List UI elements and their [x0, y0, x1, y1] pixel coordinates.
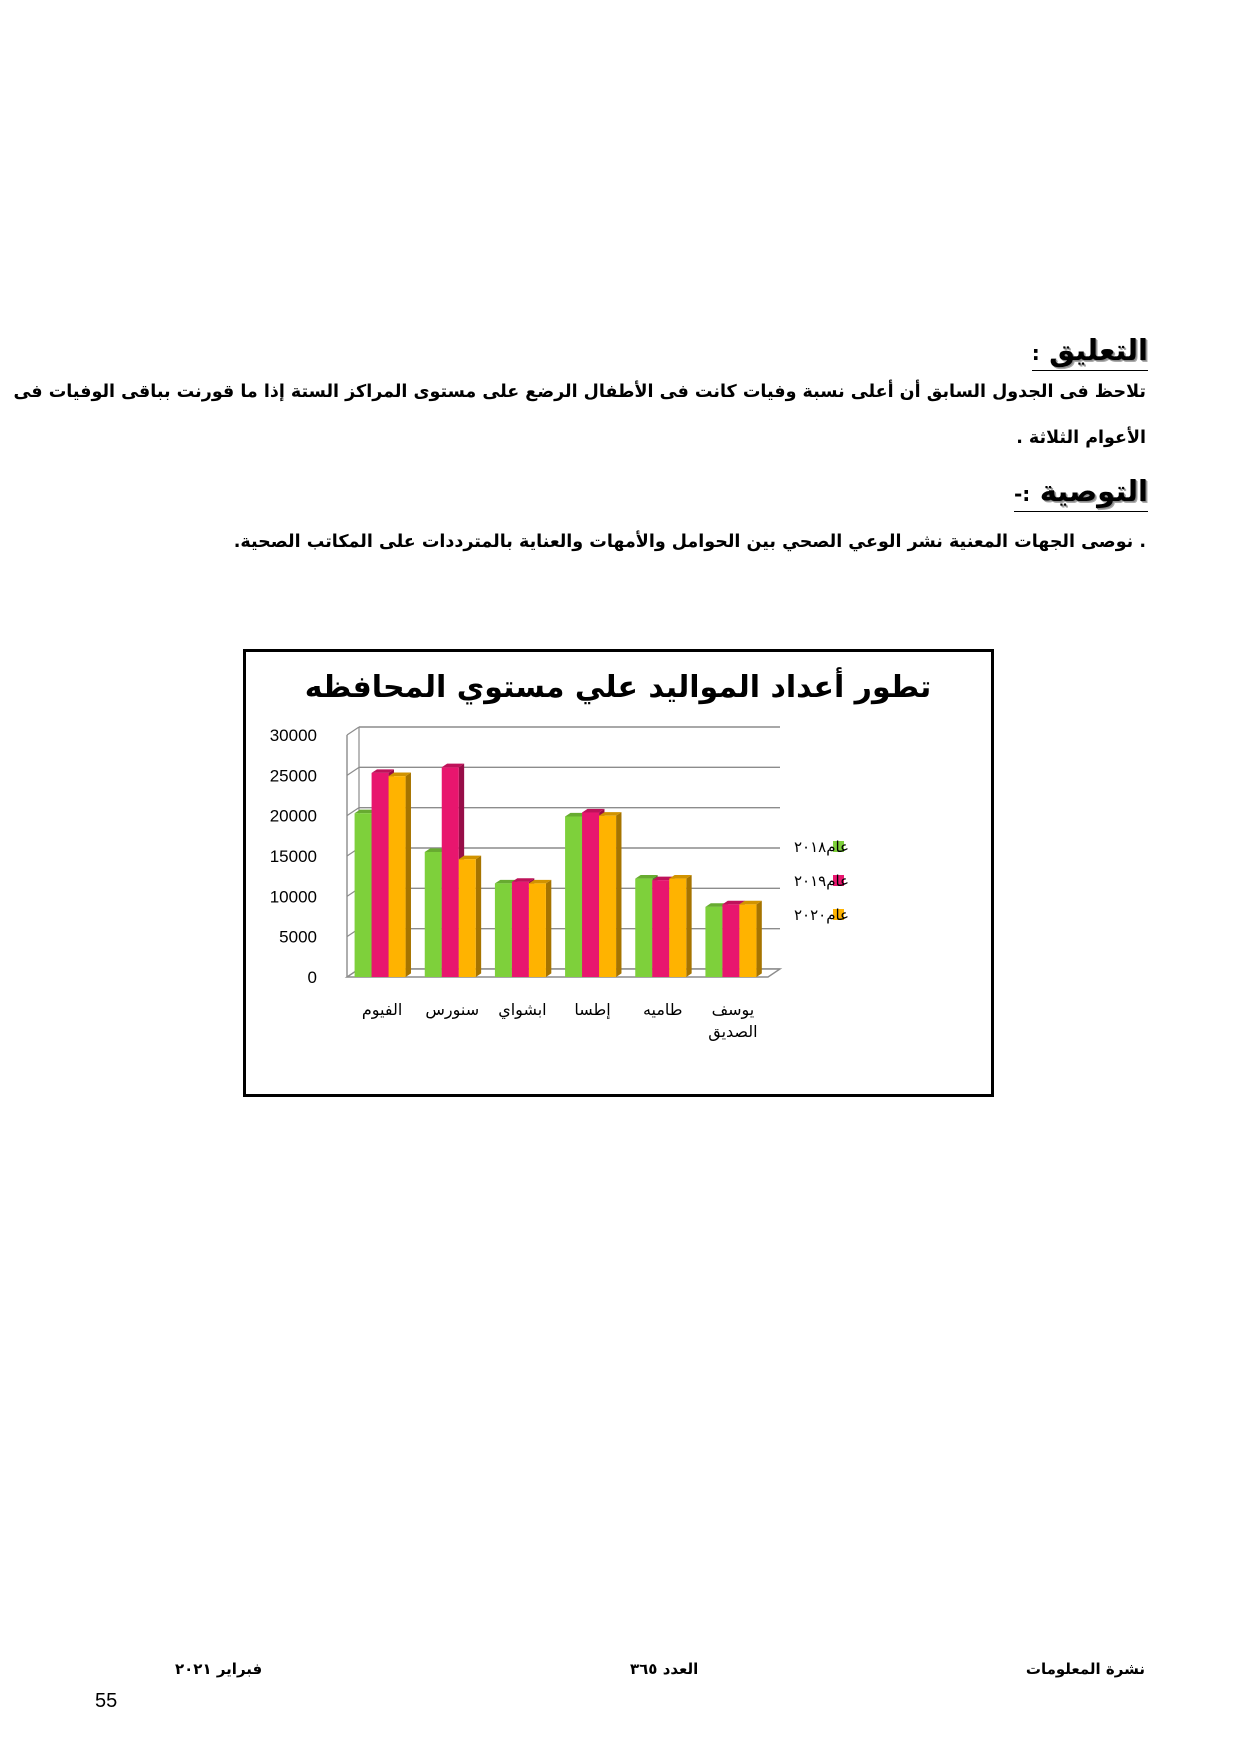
bar-side: [546, 880, 551, 977]
legend-label: عام٢٠١٩: [793, 872, 849, 890]
bar: [635, 879, 652, 977]
bar: [459, 859, 476, 977]
bar: [389, 776, 406, 977]
bar: [425, 852, 442, 977]
y-tick-label: 5000: [279, 927, 317, 947]
y-tick-label: 15000: [269, 847, 317, 866]
bar: [722, 904, 739, 977]
chart-title: تطور أعداد المواليد علي مستوي المحافظه: [304, 670, 932, 705]
births-bar-chart: [246, 652, 991, 1094]
x-category-label: طاميه: [642, 1000, 683, 1019]
comment-heading-punct: :: [1031, 341, 1040, 365]
bar-side: [476, 856, 481, 977]
y-tick-label: 25000: [269, 766, 317, 786]
legend-label: عام٢٠٢٠: [793, 906, 849, 924]
bar: [582, 812, 599, 977]
x-category-label: يوسف: [711, 1000, 755, 1019]
bar: [739, 904, 756, 977]
legend-label: عام٢٠١٨: [793, 838, 849, 856]
bar: [442, 767, 459, 977]
gridline-side: [347, 767, 359, 775]
recommendation-heading: [1014, 474, 1148, 512]
bar: [565, 816, 582, 977]
comment-line-2: الأعوام الثلاثة .: [1016, 428, 1146, 448]
bar: [372, 773, 389, 977]
comment-heading-text: التعليق: [1049, 333, 1148, 367]
x-category-label: الفيوم: [361, 1000, 403, 1019]
bar: [669, 879, 686, 977]
bar: [652, 880, 669, 977]
y-tick-label: 20000: [269, 806, 317, 826]
bar: [599, 816, 616, 977]
recommendation-text: . نوصى الجهات المعنية نشر الوعي الصحي بين الحوامل والأمهات والعناية بالمترددات على المكاتب الصحية.: [233, 532, 1146, 552]
y-tick-label: 10000: [269, 887, 317, 907]
bar-side: [616, 812, 621, 977]
bar-side: [406, 773, 411, 977]
bar-side: [686, 875, 691, 977]
recommendation-heading-punct: :-: [1013, 482, 1031, 506]
x-category-label: الصديق: [708, 1022, 758, 1041]
bar: [495, 883, 512, 977]
chart-frame: [243, 649, 994, 1097]
bar: [355, 813, 372, 977]
footer-publication: نشرة المعلومات: [1025, 1660, 1145, 1678]
gridline-side: [347, 727, 359, 735]
y-tick-label: 30000: [269, 726, 317, 745]
footer-issue: العدد ٣٦٥: [630, 1660, 699, 1678]
x-category-label: ابشواي: [498, 1000, 547, 1019]
comment-line-1: تلاحظ فى الجدول السابق أن أعلى نسبة وفيات كانت فى الأطفال الرضع على مستوى المراكز الستة إذا ما قورنت بباقى الوفيات فى: [13, 382, 1146, 402]
bar: [705, 907, 722, 977]
footer-date: فبراير ٢٠٢١: [175, 1660, 263, 1678]
bar-side: [756, 901, 761, 977]
bar: [529, 883, 546, 977]
x-category-label: سنورس: [425, 1000, 480, 1019]
page-number: 55: [95, 1690, 118, 1712]
y-tick-label: 0: [307, 968, 317, 987]
bar: [512, 882, 529, 977]
recommendation-heading-text: التوصية: [1039, 474, 1148, 508]
comment-heading: [1032, 333, 1148, 371]
x-category-label: إطسا: [574, 1000, 611, 1019]
